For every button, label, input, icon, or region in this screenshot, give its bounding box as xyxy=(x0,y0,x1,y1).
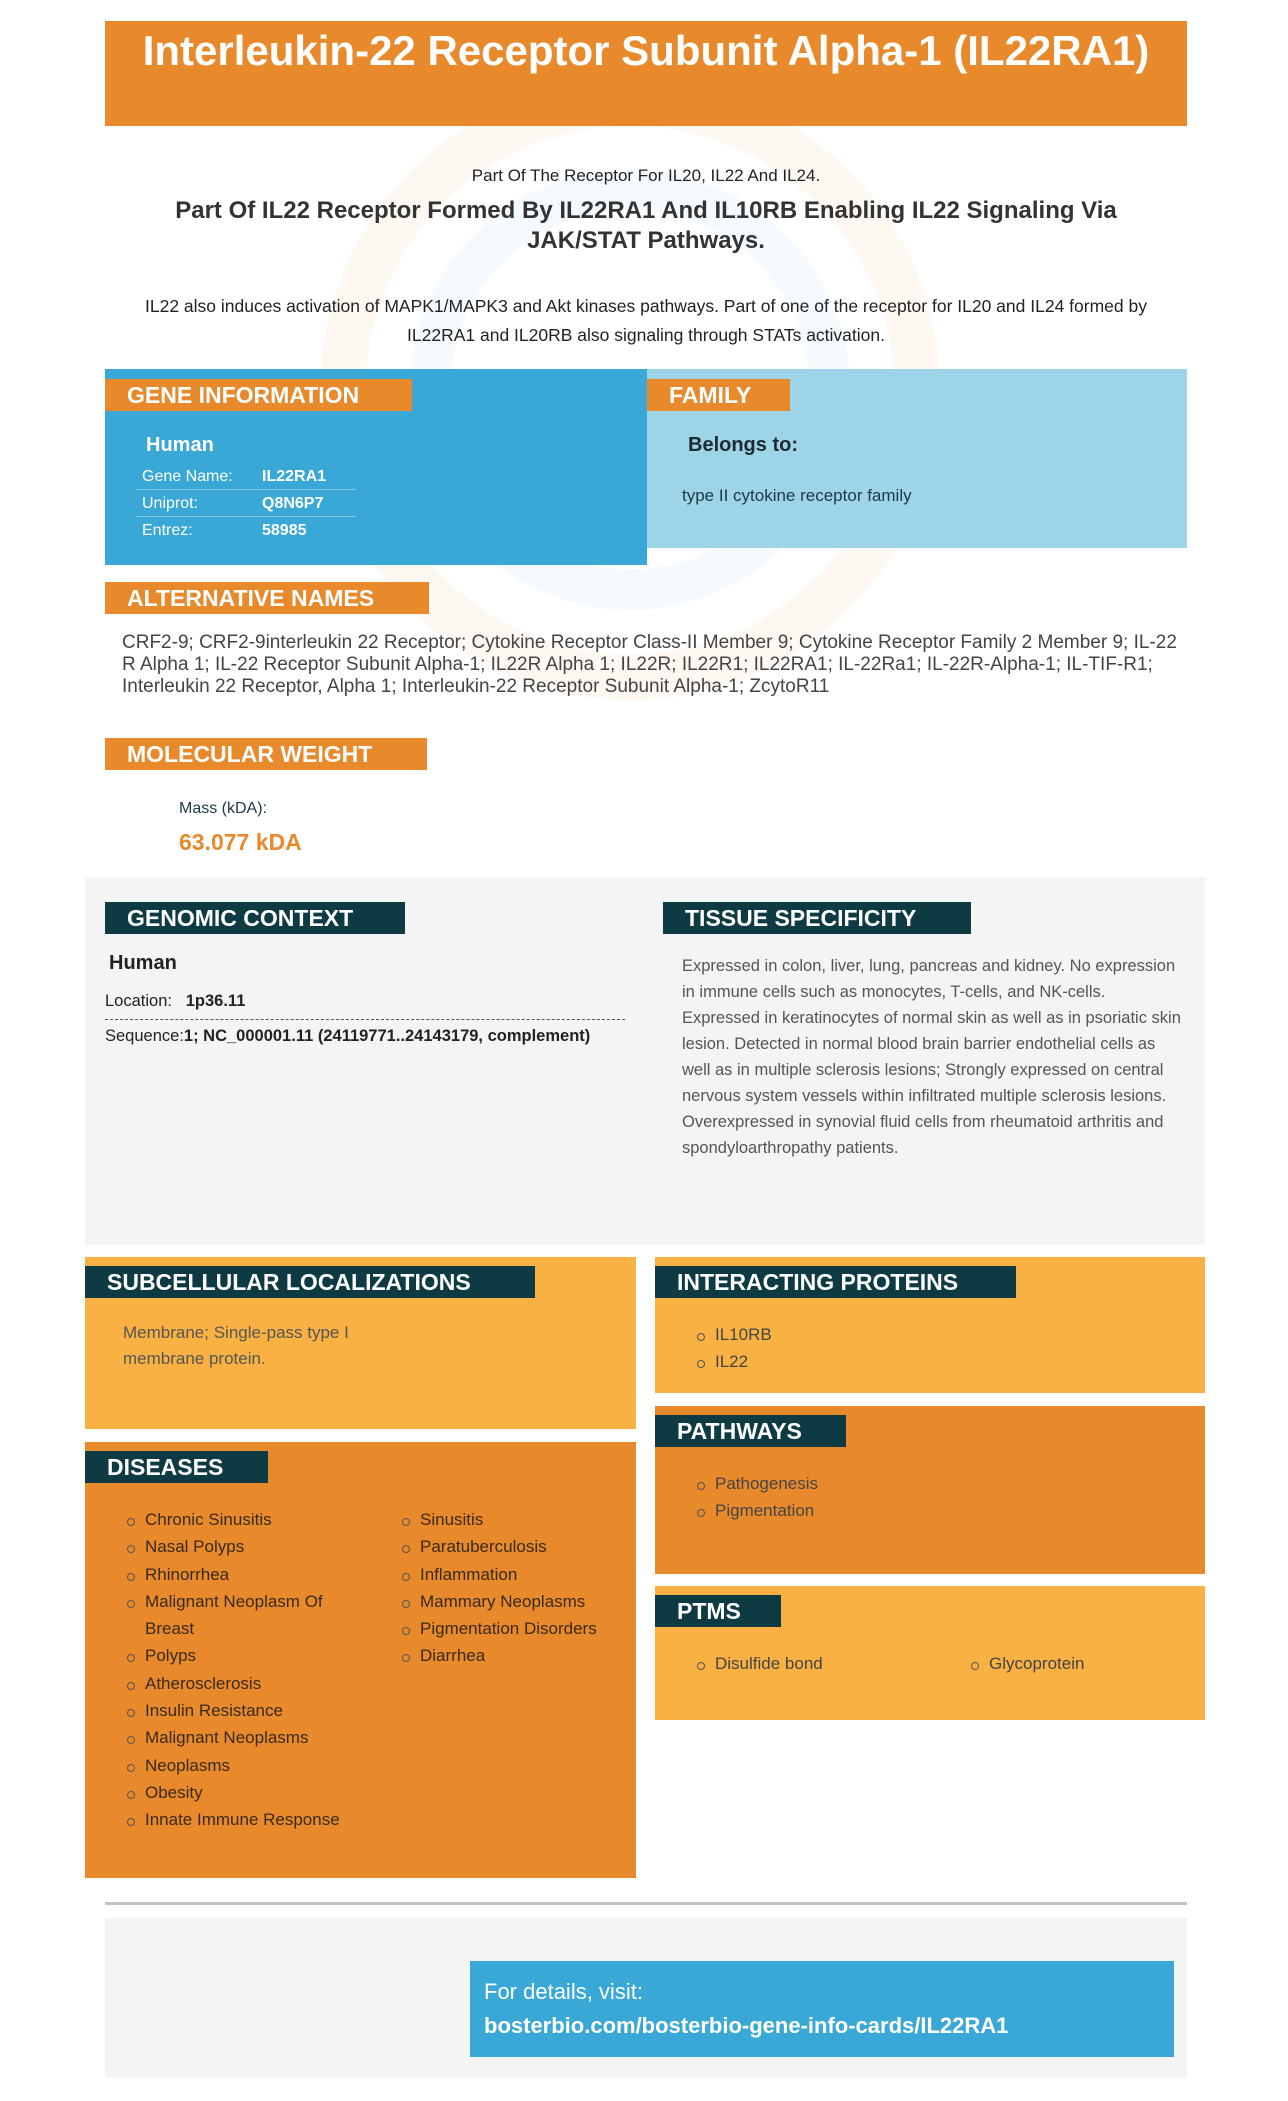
diseases-list-1 xyxy=(125,1506,350,1834)
genomic-location xyxy=(105,992,625,1020)
gene-row-key: Gene Name: xyxy=(142,468,233,485)
list-item: Disulfide bond xyxy=(695,1650,935,1677)
gene-row-name xyxy=(136,463,356,490)
subcellular-text: Membrane; Single-pass type I membrane protein. xyxy=(123,1323,349,1368)
family-heading: FAMILY xyxy=(647,379,790,411)
ptms-list-1 xyxy=(695,1650,935,1677)
tissue-specificity-heading: TISSUE SPECIFICITY xyxy=(663,902,971,934)
sequence-label: Sequence: xyxy=(105,1027,184,1045)
gene-information-heading: GENE INFORMATION xyxy=(105,379,412,411)
list-item: Diarrhea xyxy=(400,1642,630,1669)
list-item: Pathogenesis xyxy=(695,1470,935,1497)
genomic-sequence xyxy=(105,1027,645,1046)
family-text: type II cytokine receptor family xyxy=(682,486,912,505)
diseases-heading: DISEASES xyxy=(85,1451,268,1483)
list-item: Atherosclerosis xyxy=(125,1670,350,1697)
subtitle-small: Part Of The Receptor For IL20, IL22 And IL24. xyxy=(471,166,821,185)
location-value: 1p36.11 xyxy=(185,992,246,1010)
pathways-heading: PATHWAYS xyxy=(655,1415,846,1447)
gene-row-uniprot xyxy=(136,490,356,517)
list-item: Neoplasms xyxy=(125,1752,350,1779)
diseases-list-2 xyxy=(400,1506,630,1670)
list-item: Sinusitis xyxy=(400,1506,630,1533)
alternative-names-text: CRF2-9; CRF2-9interleukin 22 Receptor; Cytokine Receptor Class-II Member 9; Cytokine Receptor Family 2 Member 9; IL-22 R Alpha 1; IL-22 Receptor Subunit Alpha-1; IL22R Alpha 1; IL22R; IL22R1; IL22RA1; IL-22Ra1; IL-22R-Alpha-1; IL-TIF-R1; Interleukin 22 Receptor, Alpha 1; Interleukin-22 Receptor Subunit Alpha-1; ZcytoR11 xyxy=(122,632,1177,697)
tissue-specificity-text: Expressed in colon, liver, lung, pancreas and kidney. No expression in immune cells such as monocytes, T-cells, and NK-cells. Expressed in keratinocytes of normal skin as well as in psoriatic skin lesion. Detected in normal blood brain barrier endothelial cells as well as in multiple sclerosis lesions; Strongly expressed on central nervous system vessels within infiltrated multiple sclerosis lesions. Overexpressed in synovial fluid cells from rheumatoid arthritis and spondyloarthropathy patients. xyxy=(682,957,1181,1157)
page-title: Interleukin-22 Receptor Subunit Alpha-1 (IL22RA1) xyxy=(105,21,1187,126)
ptms-list-2 xyxy=(969,1650,1169,1677)
ptms-heading: PTMS xyxy=(655,1595,781,1627)
divider xyxy=(105,1902,1187,1905)
mass-value: 63.077 kDA xyxy=(179,829,302,855)
list-item: Malignant Neoplasms xyxy=(125,1724,350,1751)
list-item: Pigmentation Disorders xyxy=(400,1615,630,1642)
molecular-weight-heading: MOLECULAR WEIGHT xyxy=(105,738,427,770)
genomic-context-heading: GENOMIC CONTEXT xyxy=(105,902,405,934)
gene-row-entrez xyxy=(136,517,356,544)
list-item: IL22 xyxy=(695,1348,935,1375)
gene-row-value: IL22RA1 xyxy=(262,468,327,485)
pathways-list xyxy=(695,1470,935,1525)
list-item: Insulin Resistance xyxy=(125,1697,350,1724)
list-item: Chronic Sinusitis xyxy=(125,1506,350,1533)
subcellular-heading: SUBCELLULAR LOCALIZATIONS xyxy=(85,1266,535,1298)
alternative-names-heading: ALTERNATIVE NAMES xyxy=(105,582,429,614)
list-item: Inflammation xyxy=(400,1561,630,1588)
list-item: Paratuberculosis xyxy=(400,1533,630,1560)
intro-paragraph: IL22 also induces activation of MAPK1/MAPK3 and Akt kinases pathways. Part of one of the receptor for IL20 and IL24 formed by IL22RA1 and IL20RB also signaling through STATs activation. xyxy=(145,296,1147,345)
list-item: IL10RB xyxy=(695,1321,935,1348)
interacting-proteins-heading: INTERACTING PROTEINS xyxy=(655,1266,1016,1298)
list-item: Obesity xyxy=(125,1779,350,1806)
gene-row-value: 58985 xyxy=(262,522,307,539)
gene-row-key: Uniprot: xyxy=(142,495,199,512)
family-belongs-label: Belongs to: xyxy=(688,434,798,456)
sequence-value: 1; NC_000001.11 (24119771..24143179, complement) xyxy=(183,1027,591,1045)
gene-row-value: Q8N6P7 xyxy=(262,495,324,512)
gene-info-table xyxy=(136,463,356,544)
details-link-box[interactable] xyxy=(470,1961,1174,2057)
gene-species: Human xyxy=(146,434,214,456)
list-item: Pigmentation xyxy=(695,1497,935,1524)
subtitle-big: Part Of IL22 Receptor Formed By IL22RA1 And IL10RB Enabling IL22 Signaling Via JAK/STAT Pathways. xyxy=(175,197,1117,254)
interacting-proteins-list xyxy=(695,1321,935,1376)
mass-label: Mass (kDA): xyxy=(179,800,267,817)
list-item: Innate Immune Response xyxy=(125,1806,350,1833)
details-link[interactable]: bosterbio.com/bosterbio-gene-info-cards/IL22RA1 xyxy=(484,2013,1009,2038)
list-item: Glycoprotein xyxy=(969,1650,1169,1677)
location-label: Location: xyxy=(105,992,172,1010)
list-item: Malignant Neoplasm Of Breast xyxy=(125,1588,350,1643)
genomic-species: Human xyxy=(109,952,177,974)
list-item: Polyps xyxy=(125,1642,350,1669)
list-item: Mammary Neoplasms xyxy=(400,1588,630,1615)
gene-row-key: Entrez: xyxy=(142,522,193,539)
list-item: Rhinorrhea xyxy=(125,1561,350,1588)
list-item: Nasal Polyps xyxy=(125,1533,350,1560)
details-label: For details, visit: xyxy=(484,1979,643,2004)
